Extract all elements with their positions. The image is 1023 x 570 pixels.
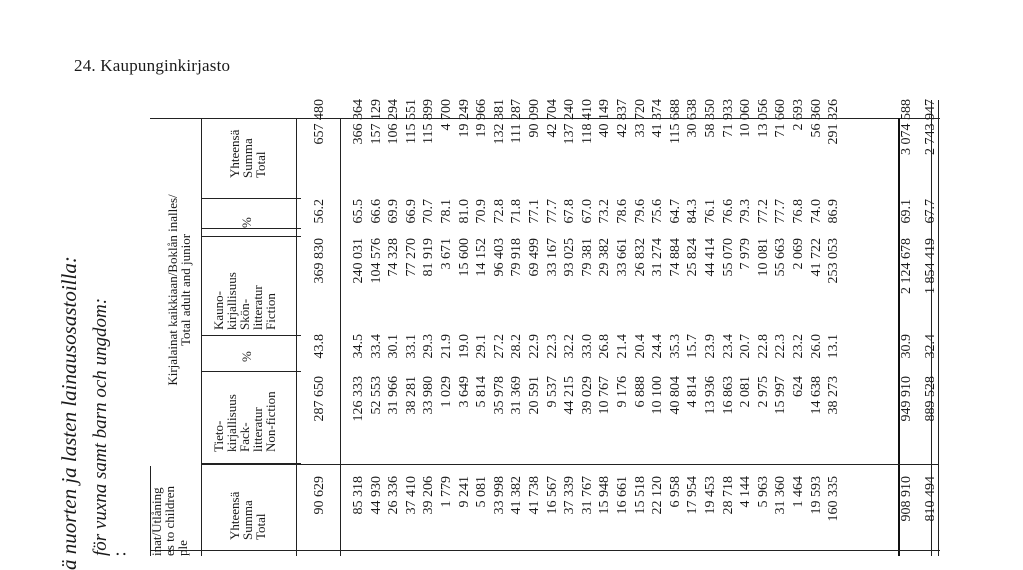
- first-row-rule: [340, 118, 341, 556]
- table-cell-pct2: 70.7: [421, 199, 437, 224]
- table-cell-left-total: 15 518: [632, 476, 648, 515]
- table-cell-pct1: 24.4: [650, 334, 666, 359]
- table-cell-right-total: 157 129: [368, 99, 384, 145]
- table-cell-right-total: 132 381: [491, 99, 507, 145]
- table-cell-left-total: 19 453: [703, 476, 718, 515]
- table-cell-nonfiction: 31 369: [509, 376, 525, 415]
- col-header-fiction: Kauno- kirjallisuus Skön- litteratur Fiction: [211, 272, 278, 330]
- table-cell-left-total: 44 930: [368, 476, 384, 515]
- table-cell-left-total: 16 661: [615, 476, 630, 515]
- table-cell-right-total: 4 700: [439, 99, 454, 131]
- table-cell-fiction: 15 600: [456, 238, 472, 277]
- table-cell-fiction: 33 167: [544, 238, 560, 277]
- table-cell-left-total: 22 120: [650, 476, 666, 515]
- table-cell-nonfiction: 33 980: [421, 376, 437, 415]
- table-cell-right-total: 71 933: [720, 99, 736, 138]
- table-cell-fiction: 69 499: [527, 238, 542, 277]
- table-cell-fiction: 77 270: [403, 238, 419, 277]
- table-cell-pct2: 76.8: [791, 199, 806, 224]
- table-cell-nonfiction: 1 029: [439, 376, 454, 408]
- page-heading: 24. Kaupunginkirjasto: [74, 56, 231, 75]
- table-cell-left-total: 9 241: [456, 476, 472, 508]
- table-cell-fiction: 79 381: [579, 238, 595, 277]
- table-cell-right-total: 71 660: [773, 99, 789, 138]
- table-cell-nonfiction: 2 081: [738, 376, 754, 408]
- table-cell-left-total: 5 963: [755, 476, 771, 508]
- divider-pct2: [201, 198, 301, 199]
- table-cell-nonfiction: 4 814: [685, 376, 701, 408]
- col-header-pct1: %: [239, 351, 254, 362]
- table-cell-fiction: 253 053: [826, 238, 842, 284]
- group-header-rule: [201, 118, 202, 119]
- table-cell-right-total: 115 899: [421, 99, 437, 144]
- table-cell-fiction: 31 274: [650, 238, 666, 277]
- header-bottom-rule: [296, 118, 297, 556]
- table-cell-fiction: 93 025: [562, 238, 578, 277]
- table-cell-fiction: 55 070: [720, 238, 736, 277]
- table-cell-nonfiction: 6 888: [632, 376, 648, 408]
- total2-nonfiction: 889 528: [923, 376, 938, 422]
- table-cell-pct1: 26.0: [808, 334, 824, 359]
- table-cell-pct1: 29.3: [421, 334, 437, 359]
- table-cell-pct2: 84.3: [685, 199, 701, 224]
- table-cell-fiction: 29 382: [597, 238, 613, 277]
- table-cell-left-total: 1 779: [439, 476, 454, 508]
- table-cell-fiction: 44 414: [703, 238, 718, 277]
- total2-fiction: 1 854 419: [923, 238, 938, 294]
- table-cell-pct2: 77.1: [527, 199, 542, 224]
- table-cell-fiction: 26 832: [632, 238, 648, 277]
- first-row-pct2: 56.2: [312, 199, 327, 224]
- first-row-fiction: 369 830: [312, 238, 327, 284]
- total2-right-total: 2 743 947: [923, 99, 938, 155]
- table-cell-pct2: 67.8: [562, 199, 578, 224]
- table-cell-left-total: 33 998: [491, 476, 507, 515]
- table-cell-pct1: 28.2: [509, 334, 525, 359]
- table-cell-nonfiction: 39 029: [579, 376, 595, 415]
- col-header-nonfiction: Tieto- kirjallisuus Fack- litteratur Non-fiction: [211, 391, 278, 452]
- table-cell-pct2: 65.5: [351, 199, 366, 224]
- table-cell-fiction: 104 576: [368, 238, 384, 284]
- total1-right-total: 3 074 588: [899, 99, 914, 155]
- table-cell-left-total: 41 382: [509, 476, 525, 515]
- table-cell-nonfiction: 38 281: [403, 376, 419, 415]
- table-cell-pct1: 27.2: [491, 334, 507, 359]
- table-cell-pct2: 72.8: [491, 199, 507, 224]
- table-cell-pct1: 33.4: [368, 334, 384, 359]
- table-cell-fiction: 2 069: [791, 238, 806, 270]
- total2-pct2: 67.7: [923, 199, 938, 224]
- table-cell-right-total: 291 326: [826, 99, 842, 145]
- table-cell-pct1: 34.5: [351, 334, 366, 359]
- table-cell-pct2: 77.2: [755, 199, 771, 224]
- table-cell-left-total: 31 360: [773, 476, 789, 515]
- table-cell-right-total: 2 693: [791, 99, 806, 131]
- table-cell-pct2: 77.7: [544, 199, 560, 224]
- table-cell-left-total: 31 767: [579, 476, 595, 515]
- table-cell-fiction: 96 403: [491, 238, 507, 277]
- table-cell-nonfiction: 15 997: [773, 376, 789, 415]
- table-cell-pct1: 33.1: [403, 334, 419, 359]
- table-cell-nonfiction: 9 537: [544, 376, 560, 408]
- divider-pct1: [201, 335, 301, 336]
- table-cell-pct2: 79.3: [738, 199, 754, 224]
- table-cell-nonfiction: 624: [791, 376, 806, 397]
- first-row-left-total: 90 629: [312, 476, 327, 515]
- table-cell-left-total: 85 318: [351, 476, 366, 515]
- table-cell-pct1: 19.0: [456, 334, 472, 359]
- table-cell-right-total: 41 374: [650, 99, 666, 138]
- table-cell-left-total: 1 464: [791, 476, 806, 508]
- table-cell-nonfiction: 20 591: [527, 376, 542, 415]
- table-cell-right-total: 115 551: [403, 99, 419, 144]
- total1-pct1: 30.9: [899, 334, 914, 359]
- table-cell-pct1: 23.4: [720, 334, 736, 359]
- table-cell-pct1: 13.1: [826, 334, 842, 359]
- table-cell-nonfiction: 44 215: [562, 376, 578, 415]
- table-cell-nonfiction: 31 966: [386, 376, 402, 415]
- table-cell-left-total: 26 336: [386, 476, 402, 515]
- table-cell-nonfiction: 5 814: [474, 376, 490, 408]
- group-header-left: inat/Utlåning es to children ple: [149, 485, 190, 556]
- table-title-colon: :: [109, 551, 131, 557]
- table-title-swedish: för vuxna samt barn och ungdom:: [90, 297, 111, 556]
- table-cell-right-total: 56 360: [808, 99, 824, 138]
- table-cell-right-total: 58 350: [703, 99, 718, 138]
- table-cell-left-total: 41 738: [527, 476, 542, 515]
- table-cell-fiction: 74 328: [386, 238, 402, 277]
- table-cell-fiction: 10 081: [755, 238, 771, 277]
- table-cell-pct1: 23.9: [703, 334, 718, 359]
- table-cell-right-total: 33 720: [632, 99, 648, 138]
- table-cell-pct1: 22.3: [773, 334, 789, 359]
- table-cell-fiction: 240 031: [351, 238, 366, 284]
- table-cell-pct1: 21.4: [615, 334, 630, 359]
- table-cell-fiction: 14 152: [474, 238, 490, 277]
- table-cell-nonfiction: 3 649: [456, 376, 472, 408]
- total2-left-total: 810 494: [923, 476, 938, 522]
- table-cell-nonfiction: 13 936: [703, 376, 718, 415]
- total-rule-3: [938, 100, 939, 556]
- total1-left-total: 908 910: [899, 476, 914, 522]
- table-cell-nonfiction: 35 978: [491, 376, 507, 415]
- first-row-right-total: 657 480: [312, 99, 327, 145]
- table-cell-fiction: 25 824: [685, 238, 701, 277]
- table-cell-pct1: 22.3: [544, 334, 560, 359]
- table-cell-nonfiction: 38 273: [826, 376, 842, 415]
- left-group-top-rule: [201, 464, 938, 465]
- total1-nonfiction: 949 910: [899, 376, 914, 422]
- total1-fiction: 2 124 678: [899, 238, 914, 294]
- table-cell-pct1: 20.7: [738, 334, 754, 359]
- table-cell-left-total: 17 954: [685, 476, 701, 515]
- col-header-left-total: Yhteensä Summa Total: [227, 491, 268, 540]
- table-cell-fiction: 7 979: [738, 238, 754, 270]
- table-cell-pct1: 30.1: [386, 334, 402, 359]
- first-row-nonfiction: 287 650: [312, 376, 327, 422]
- table-cell-fiction: 74 884: [667, 238, 683, 277]
- table-cell-left-total: 19 593: [808, 476, 824, 515]
- table-cell-right-total: 118 410: [579, 99, 595, 144]
- table-cell-fiction: 41 722: [808, 238, 824, 277]
- col-header-right-total: Yhteensä Summa Total: [227, 129, 268, 178]
- table-cell-pct2: 76.6: [720, 199, 736, 224]
- table-cell-right-total: 137 240: [562, 99, 578, 145]
- table-cell-left-total: 6 958: [667, 476, 683, 508]
- table-cell-pct2: 77.7: [773, 199, 789, 224]
- table-cell-right-total: 366 364: [351, 99, 366, 145]
- table-cell-pct2: 75.6: [650, 199, 666, 224]
- table-cell-nonfiction: 14 638: [808, 376, 824, 415]
- table-cell-right-total: 42 704: [544, 99, 560, 138]
- table-cell-pct1: 22.8: [755, 334, 771, 359]
- table-cell-pct1: 21.9: [439, 334, 454, 359]
- table-cell-pct1: 15.7: [685, 334, 701, 359]
- group-header-right: Kirjalainat kaikkiaan/Boklån inalles/ Total adult and junior: [165, 194, 193, 386]
- table-cell-pct2: 69.9: [386, 199, 402, 224]
- table-cell-right-total: 19 966: [474, 99, 490, 138]
- table-cell-pct1: 20.4: [632, 334, 648, 359]
- table-cell-left-total: 28 718: [720, 476, 736, 515]
- table-cell-pct1: 33.0: [579, 334, 595, 359]
- table-cell-left-total: 39 206: [421, 476, 437, 515]
- table-cell-nonfiction: 9 176: [615, 376, 630, 408]
- group-divider-rule: [201, 118, 202, 556]
- table-cell-right-total: 111 287: [509, 99, 525, 144]
- table-cell-pct2: 74.0: [808, 199, 824, 224]
- table-cell-left-total: 5 081: [474, 476, 490, 508]
- table-cell-nonfiction: 10 767: [597, 376, 613, 415]
- table-cell-pct1: 35.3: [667, 334, 683, 359]
- total1-pct2: 69.1: [899, 199, 914, 224]
- table-cell-pct1: 23.2: [791, 334, 806, 359]
- table-cell-right-total: 10 060: [738, 99, 754, 138]
- table-cell-pct2: 78.6: [615, 199, 630, 224]
- table-cell-pct2: 81.0: [456, 199, 472, 224]
- col-header-pct2: %: [239, 217, 254, 228]
- table-cell-fiction: 81 919: [421, 238, 437, 277]
- table-cell-right-total: 42 837: [615, 99, 630, 138]
- table-cell-right-total: 90 090: [527, 99, 542, 138]
- table-cell-left-total: 15 948: [597, 476, 613, 515]
- table-cell-right-total: 115 688: [667, 99, 683, 144]
- table-cell-pct2: 86.9: [826, 199, 842, 224]
- table-cell-fiction: 55 663: [773, 238, 789, 277]
- table-cell-nonfiction: 40 804: [667, 376, 683, 415]
- table-cell-fiction: 3 671: [439, 238, 454, 270]
- table-cell-nonfiction: 10 100: [650, 376, 666, 415]
- table-cell-fiction: 79 918: [509, 238, 525, 277]
- table-cell-left-total: 37 339: [562, 476, 578, 515]
- table-cell-left-total: 16 567: [544, 476, 560, 515]
- table-cell-pct2: 64.7: [667, 199, 683, 224]
- table-cell-pct2: 73.2: [597, 199, 613, 224]
- first-row-pct1: 43.8: [312, 334, 327, 359]
- table-cell-right-total: 40 149: [597, 99, 613, 138]
- table-cell-pct1: 29.1: [474, 334, 490, 359]
- table-cell-pct2: 79.6: [632, 199, 648, 224]
- divider-nonfiction: [201, 371, 301, 372]
- table-cell-pct2: 66.6: [368, 199, 384, 224]
- table-cell-pct2: 67.0: [579, 199, 595, 224]
- table-cell-pct1: 26.8: [597, 334, 613, 359]
- table-cell-nonfiction: 52 553: [368, 376, 384, 415]
- table-cell-right-total: 106 294: [386, 99, 402, 145]
- table-cell-right-total: 30 638: [685, 99, 701, 138]
- table-cell-fiction: 33 661: [615, 238, 630, 277]
- table-title-finnish: ä nuorten ja lasten lainausosastoilla:: [57, 256, 81, 570]
- table-cell-pct2: 71.8: [509, 199, 525, 224]
- table-cell-left-total: 160 335: [826, 476, 842, 522]
- divider-fiction: [201, 236, 301, 237]
- table-cell-pct2: 70.9: [474, 199, 490, 224]
- right-group-rule: [201, 228, 301, 229]
- table-cell-left-total: 4 144: [738, 476, 754, 508]
- table-cell-pct1: 32.2: [562, 334, 578, 359]
- table-cell-pct2: 76.1: [703, 199, 718, 224]
- table-cell-left-total: 37 410: [403, 476, 419, 515]
- total2-pct1: 32.4: [923, 334, 938, 359]
- table-cell-nonfiction: 2 975: [755, 376, 771, 408]
- table-cell-right-total: 13 056: [755, 99, 771, 138]
- table-cell-nonfiction: 16 863: [720, 376, 736, 415]
- table-cell-pct1: 22.9: [527, 334, 542, 359]
- table-cell-pct2: 66.9: [403, 199, 419, 224]
- table-cell-nonfiction: 126 333: [351, 376, 366, 422]
- table-cell-right-total: 19 249: [456, 99, 472, 138]
- table-cell-pct2: 78.1: [439, 199, 454, 224]
